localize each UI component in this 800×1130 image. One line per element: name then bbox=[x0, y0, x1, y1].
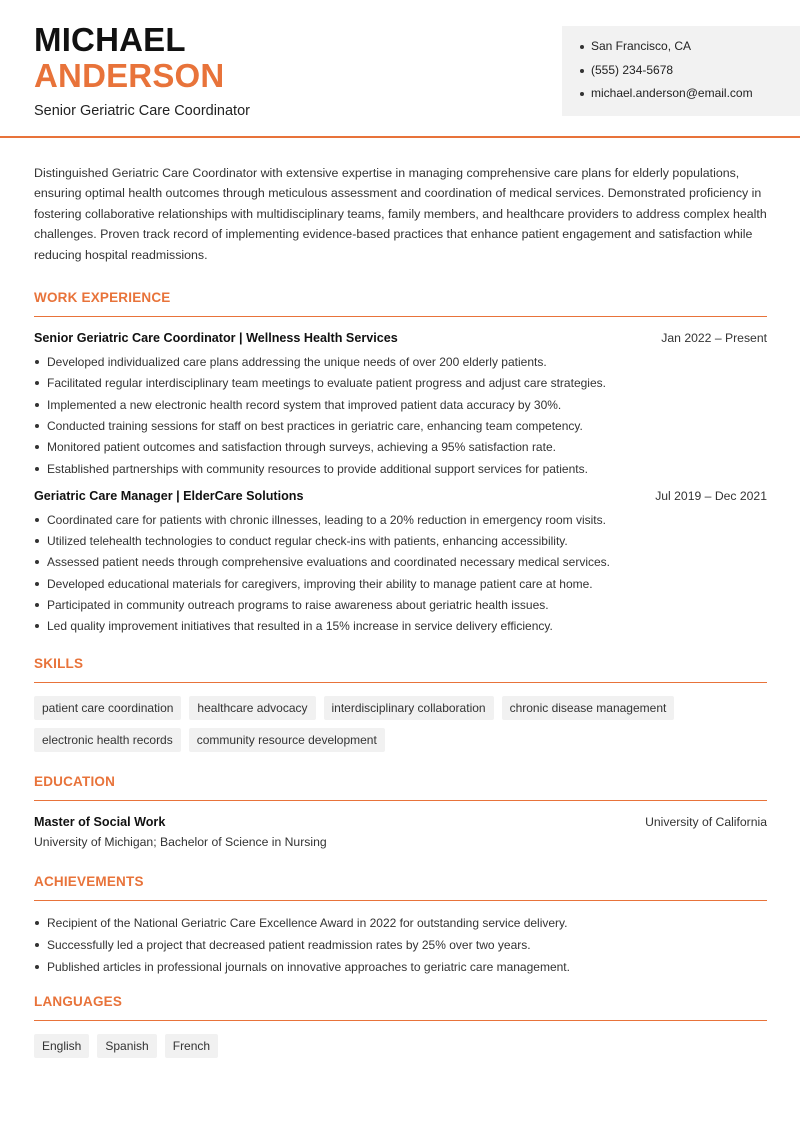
name-block bbox=[34, 22, 250, 119]
summary-paragraph: Distinguished Geriatric Care Coordinator with extensive expertise in managing comprehensive care plans for elderly populations, ensuring optimal health outcomes through meticulous assessment and coordination of medical services. Demonstrated proficiency in fostering collaborative relationships with multidisciplinary teams, family members, and healthcare providers to address complex health challenges. Proven track record of implementing evidence-based practices that enhance patient engagement and satisfaction while reducing hospital readmissions. bbox=[34, 166, 767, 262]
list-item: Established partnerships with community resources to provide additional support services for patients. bbox=[34, 461, 767, 482]
section-divider bbox=[34, 900, 767, 901]
languages-section bbox=[34, 994, 767, 1066]
contact-location bbox=[580, 39, 800, 63]
list-item: Coordinated care for patients with chronic illnesses, leading to a 20% reduction in emergency room visits. bbox=[34, 512, 767, 533]
skills-section bbox=[34, 656, 767, 760]
job-header bbox=[34, 489, 767, 503]
job-dates: Jan 2022 – Present bbox=[661, 331, 767, 346]
skills-chips bbox=[34, 696, 767, 760]
resume-content bbox=[34, 163, 767, 1066]
section-divider bbox=[34, 316, 767, 317]
list-item: Utilized telehealth technologies to conduct regular check-ins with patients, enhancing accessibility. bbox=[34, 533, 767, 554]
education-degree: Master of Social Work bbox=[34, 814, 166, 829]
list-item: Recipient of the National Geriatric Care Excellence Award in 2022 for outstanding service delivery. bbox=[34, 915, 767, 937]
bullet-dot-icon bbox=[580, 92, 584, 96]
job-bullets bbox=[34, 354, 767, 482]
section-title-languages: LANGUAGES bbox=[34, 993, 123, 1009]
work-section bbox=[34, 290, 767, 640]
list-item: Implemented a new electronic health record system that improved patient data accuracy by 30%. bbox=[34, 397, 767, 418]
language-chip: Spanish bbox=[97, 1034, 156, 1058]
job-dates: Jul 2019 – Dec 2021 bbox=[655, 488, 767, 503]
contact-email-text: michael.anderson@email.com bbox=[591, 86, 753, 100]
skill-chip: community resource development bbox=[189, 728, 385, 752]
achievements-list bbox=[34, 915, 767, 981]
bullet-dot-icon bbox=[580, 69, 584, 73]
contact-phone bbox=[580, 63, 800, 87]
section-title-education: EDUCATION bbox=[34, 773, 116, 789]
section-divider bbox=[34, 800, 767, 801]
section-title-work: WORK EXPERIENCE bbox=[34, 290, 171, 306]
section-title-achievements: ACHIEVEMENTS bbox=[34, 873, 144, 889]
skill-chip: patient care coordination bbox=[34, 696, 181, 720]
education-section bbox=[34, 774, 767, 849]
section-divider bbox=[34, 1020, 767, 1021]
contact-box bbox=[562, 26, 800, 116]
section-title-skills: SKILLS bbox=[34, 655, 84, 671]
job-title: Senior Geriatric Care Coordinator bbox=[34, 103, 250, 119]
education-institution: University of California bbox=[645, 814, 767, 829]
list-item: Monitored patient outcomes and satisfaction through surveys, achieving a 95% satisfaction rate. bbox=[34, 439, 767, 460]
list-item: Published articles in professional journals on innovative approaches to geriatric care management. bbox=[34, 959, 767, 981]
education-details: University of Michigan; Bachelor of Science in Nursing bbox=[34, 834, 327, 849]
languages-chips bbox=[34, 1034, 767, 1066]
list-item: Developed educational materials for caregivers, improving their ability to manage patient care at home. bbox=[34, 576, 767, 597]
language-chip: French bbox=[165, 1034, 218, 1058]
list-item: Conducted training sessions for staff on best practices in geriatric care, enhancing team competency. bbox=[34, 418, 767, 439]
contact-phone-text: (555) 234-5678 bbox=[591, 62, 674, 77]
job-bullets bbox=[34, 512, 767, 640]
list-item: Developed individualized care plans addressing the unique needs of over 200 elderly patients. bbox=[34, 354, 767, 375]
resume-header bbox=[0, 0, 800, 138]
list-item: Successfully led a project that decreased patient readmission rates by 25% over two years. bbox=[34, 937, 767, 959]
contact-email bbox=[580, 86, 800, 110]
bullet-dot-icon bbox=[580, 45, 584, 49]
education-header bbox=[34, 815, 767, 829]
list-item: Assessed patient needs through comprehensive evaluations and coordinated necessary medical services. bbox=[34, 554, 767, 575]
contact-location-text: San Francisco, CA bbox=[591, 39, 692, 53]
job-role: Senior Geriatric Care Coordinator | Wellness Health Services bbox=[34, 331, 398, 346]
last-name: ANDERSON bbox=[34, 57, 225, 94]
job-entry bbox=[34, 331, 767, 482]
achievements-section bbox=[34, 874, 767, 981]
skill-chip: electronic health records bbox=[34, 728, 181, 752]
job-role: Geriatric Care Manager | ElderCare Solutions bbox=[34, 488, 304, 503]
list-item: Led quality improvement initiatives that resulted in a 15% increase in service delivery efficiency. bbox=[34, 618, 767, 639]
language-chip: English bbox=[34, 1034, 89, 1058]
skill-chip: healthcare advocacy bbox=[189, 696, 315, 720]
skill-chip: interdisciplinary collaboration bbox=[324, 696, 494, 720]
job-header bbox=[34, 331, 767, 345]
first-name: MICHAEL bbox=[34, 21, 186, 58]
skill-chip: chronic disease management bbox=[502, 696, 675, 720]
list-item: Facilitated regular interdisciplinary team meetings to evaluate patient progress and adjust care strategies. bbox=[34, 375, 767, 396]
list-item: Participated in community outreach programs to raise awareness about geriatric health issues. bbox=[34, 597, 767, 618]
job-entry bbox=[34, 489, 767, 640]
section-divider bbox=[34, 682, 767, 683]
